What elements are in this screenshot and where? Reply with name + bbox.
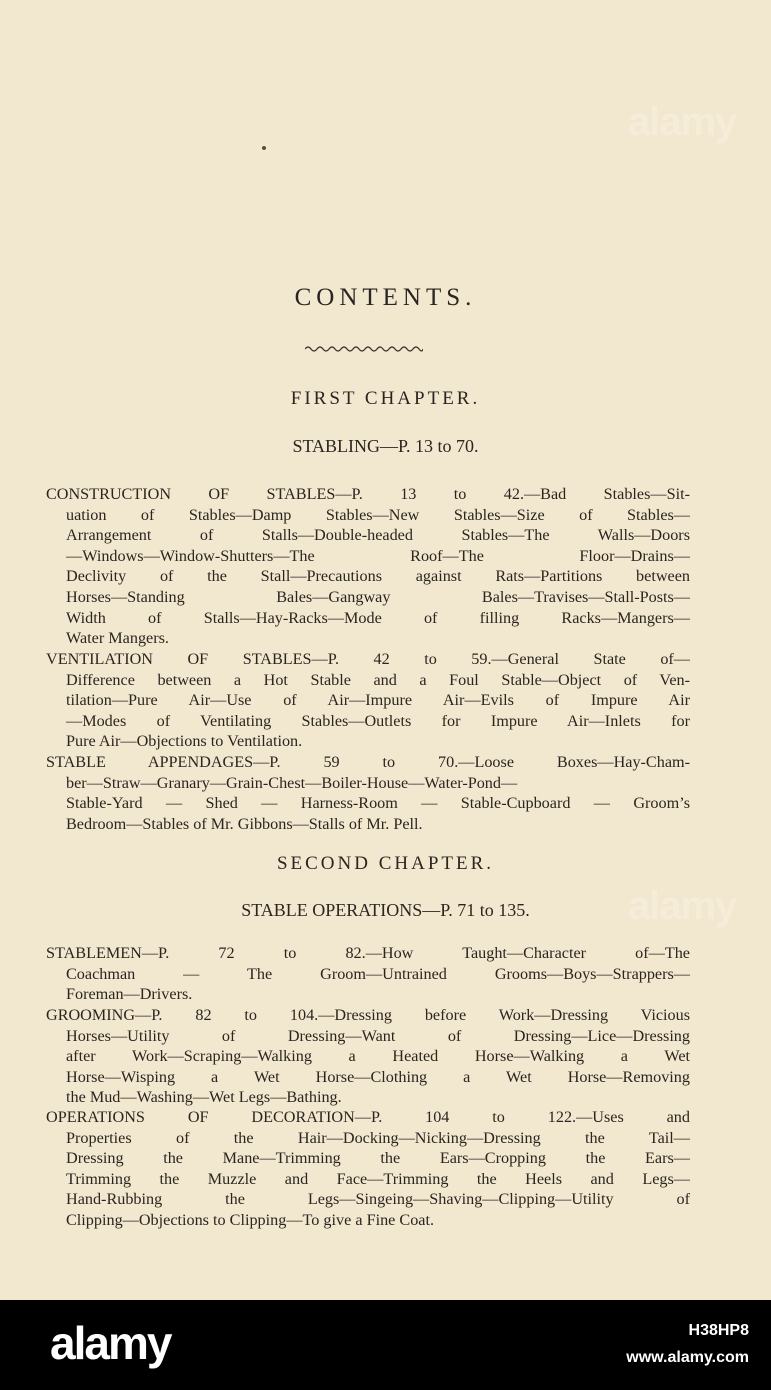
watermark-logo-middle: alamy [628,884,737,928]
toc-line: Hand-Rubbing the Legs—Singeing—Shaving—Clipping—Utility of [66,1190,690,1209]
toc-entry [46,752,690,834]
toc-entry [46,484,690,649]
toc-line: Arrangement of Stalls—Double-headed Stables—The Walls—Doors [66,526,690,545]
toc-line: the Mud—Washing—Wet Legs—Bathing. [66,1088,342,1107]
toc-line: Width of Stalls—Hay-Racks—Mode of filling Racks—Mangers— [66,608,690,627]
toc-line: STABLEMEN—P. 72 to 82.—How Taught—Character of—The [46,944,690,962]
toc-line: Bedroom—Stables of Mr. Gibbons—Stalls of Mr. Pell. [66,814,423,833]
toc-line: uation of Stables—Damp Stables—New Stables—Size of Stables— [66,505,690,524]
toc-line: STABLE APPENDAGES—P. 59 to 70.—Loose Boxes—Hay-Cham- [46,753,690,771]
watermark-logo-top: alamy [628,100,737,144]
toc-entry [46,943,690,1005]
toc-line: GROOMING—P. 82 to 104.—Dressing before Work—Dressing Vicious [46,1006,690,1024]
toc-line: Pure Air—Objections to Ventilation. [66,732,303,751]
toc-line: Stable-Yard — Shed — Harness-Room — Stable-Cupboard — Groom’s [66,794,690,813]
toc-line: Horses—Utility of Dressing—Want of Dressing—Lice—Dressing [66,1026,690,1045]
chapter-subheading: STABLING—P. 13 to 70. [292,436,479,456]
image-id: H38HP8 [688,1322,749,1339]
decorative-wavy-rule [305,344,423,354]
ink-dot [262,146,266,150]
chapter-heading: FIRST CHAPTER. [290,388,481,409]
toc-line: ber—Straw—Granary—Grain-Chest—Boiler-House—Water-Pond— [66,773,518,792]
toc-line: tilation—Pure Air—Use of Air—Impure Air—Evils of Impure Air [66,691,690,710]
toc-line: Dressing the Mane—Trimming the Ears—Cropping the Ears— [66,1149,690,1168]
toc-line: OPERATIONS OF DECORATION—P. 104 to 122.—Uses and [46,1108,690,1126]
chapter-subheading: STABLE OPERATIONS—P. 71 to 135. [241,900,530,920]
toc-line: —Modes of Ventilating Stables—Outlets for Impure Air—Inlets for [66,711,690,730]
toc-entry [46,1107,690,1231]
toc-line: Horses—Standing Bales—Gangway Bales—Travises—Stall-Posts— [66,587,690,606]
alamy-logo: alamy [50,1317,171,1369]
toc-line: Properties of the Hair—Docking—Nicking—Dressing the Tail— [66,1128,690,1147]
toc-line: Declivity of the Stall—Precautions against Rats—Partitions between [66,567,690,586]
chapter-heading: SECOND CHAPTER. [276,853,495,874]
toc-line: Coachman — The Groom—Untrained Grooms—Boys—Strappers— [66,964,690,983]
toc-entry [46,1005,690,1108]
toc-entry [46,649,690,752]
toc-line: Horse—Wisping a Wet Horse—Clothing a Wet Horse—Removing [66,1067,690,1086]
toc-line: —Windows—Window-Shutters—The Roof—The Floor—Drains— [66,546,690,565]
toc-line: VENTILATION OF STABLES—P. 42 to 59.—General State of— [46,650,690,668]
toc-line: Foreman—Drivers. [66,985,193,1004]
toc-line: Clipping—Objections to Clipping—To give a Fine Coat. [66,1210,435,1229]
toc-line: CONSTRUCTION OF STABLES—P. 13 to 42.—Bad Stables—Sit- [46,485,690,503]
toc-line: after Work—Scraping—Walking a Heated Horse—Walking a Wet [66,1047,690,1066]
site-url: www.alamy.com [626,1349,749,1366]
page-title: CONTENTS. [294,284,477,311]
toc-line: Difference between a Hot Stable and a Foul Stable—Object of Ven- [66,670,690,689]
toc-line: Water Mangers. [66,629,169,648]
toc-line: Trimming the Muzzle and Face—Trimming the Heels and Legs— [66,1169,690,1188]
